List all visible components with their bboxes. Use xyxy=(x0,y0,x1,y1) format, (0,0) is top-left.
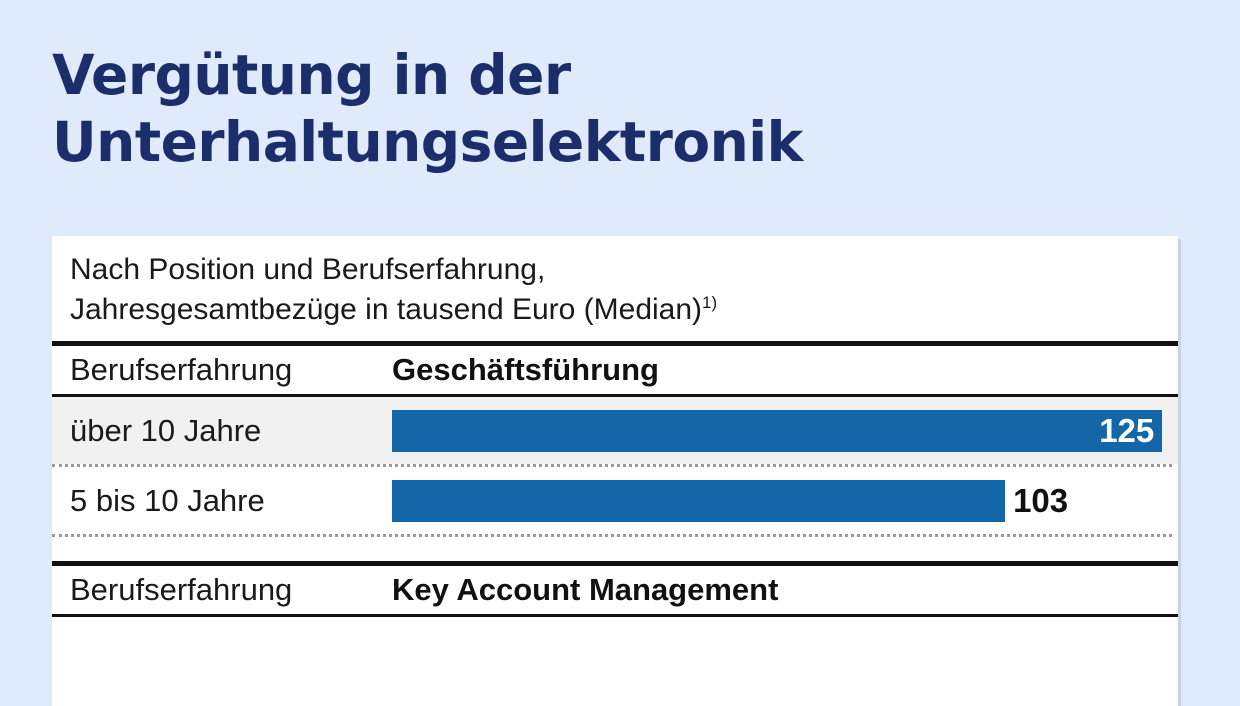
bar-value-0-0: 125 xyxy=(1099,411,1155,449)
group-position-label-1: Key Account Management xyxy=(392,572,779,608)
row-bar-area-0-1 xyxy=(392,467,1178,534)
group-experience-header-0: Berufserfahrung xyxy=(70,352,293,388)
page-title-line-1: Vergütung in der xyxy=(52,43,571,107)
footnote-marker: 1) xyxy=(702,292,718,312)
row-category-0-1: 5 bis 10 Jahre xyxy=(70,482,265,518)
bar-value-0-1: 103 xyxy=(1013,481,1069,519)
group-header-key-account-management xyxy=(52,566,1178,614)
group-header-geschaeftsfuehrung xyxy=(52,346,1178,394)
group-experience-header-1: Berufserfahrung xyxy=(70,572,293,608)
bar-0-0 xyxy=(392,410,1162,452)
group-spacer xyxy=(52,537,1178,559)
chart-card xyxy=(52,236,1178,706)
chart-subtitle-line-2: Jahresgesamtbezüge in tausend Euro (Median) xyxy=(70,292,703,326)
row-category-0-0: über 10 Jahre xyxy=(70,412,262,448)
bar-0-1 xyxy=(392,480,1005,522)
table-row xyxy=(52,467,1178,534)
divider-group-1 xyxy=(52,614,1178,617)
table-row xyxy=(52,397,1178,464)
page-title-line-2: Unterhaltungselektronik xyxy=(52,110,803,175)
page-title xyxy=(52,42,1152,176)
group-position-label-0: Geschäftsführung xyxy=(392,352,659,388)
chart-subtitle xyxy=(52,236,1178,339)
chart-subtitle-line-2-wrap xyxy=(70,290,1160,330)
row-bar-area-0-0 xyxy=(392,397,1178,464)
chart-subtitle-line-1: Nach Position und Berufserfahrung, xyxy=(70,253,546,286)
